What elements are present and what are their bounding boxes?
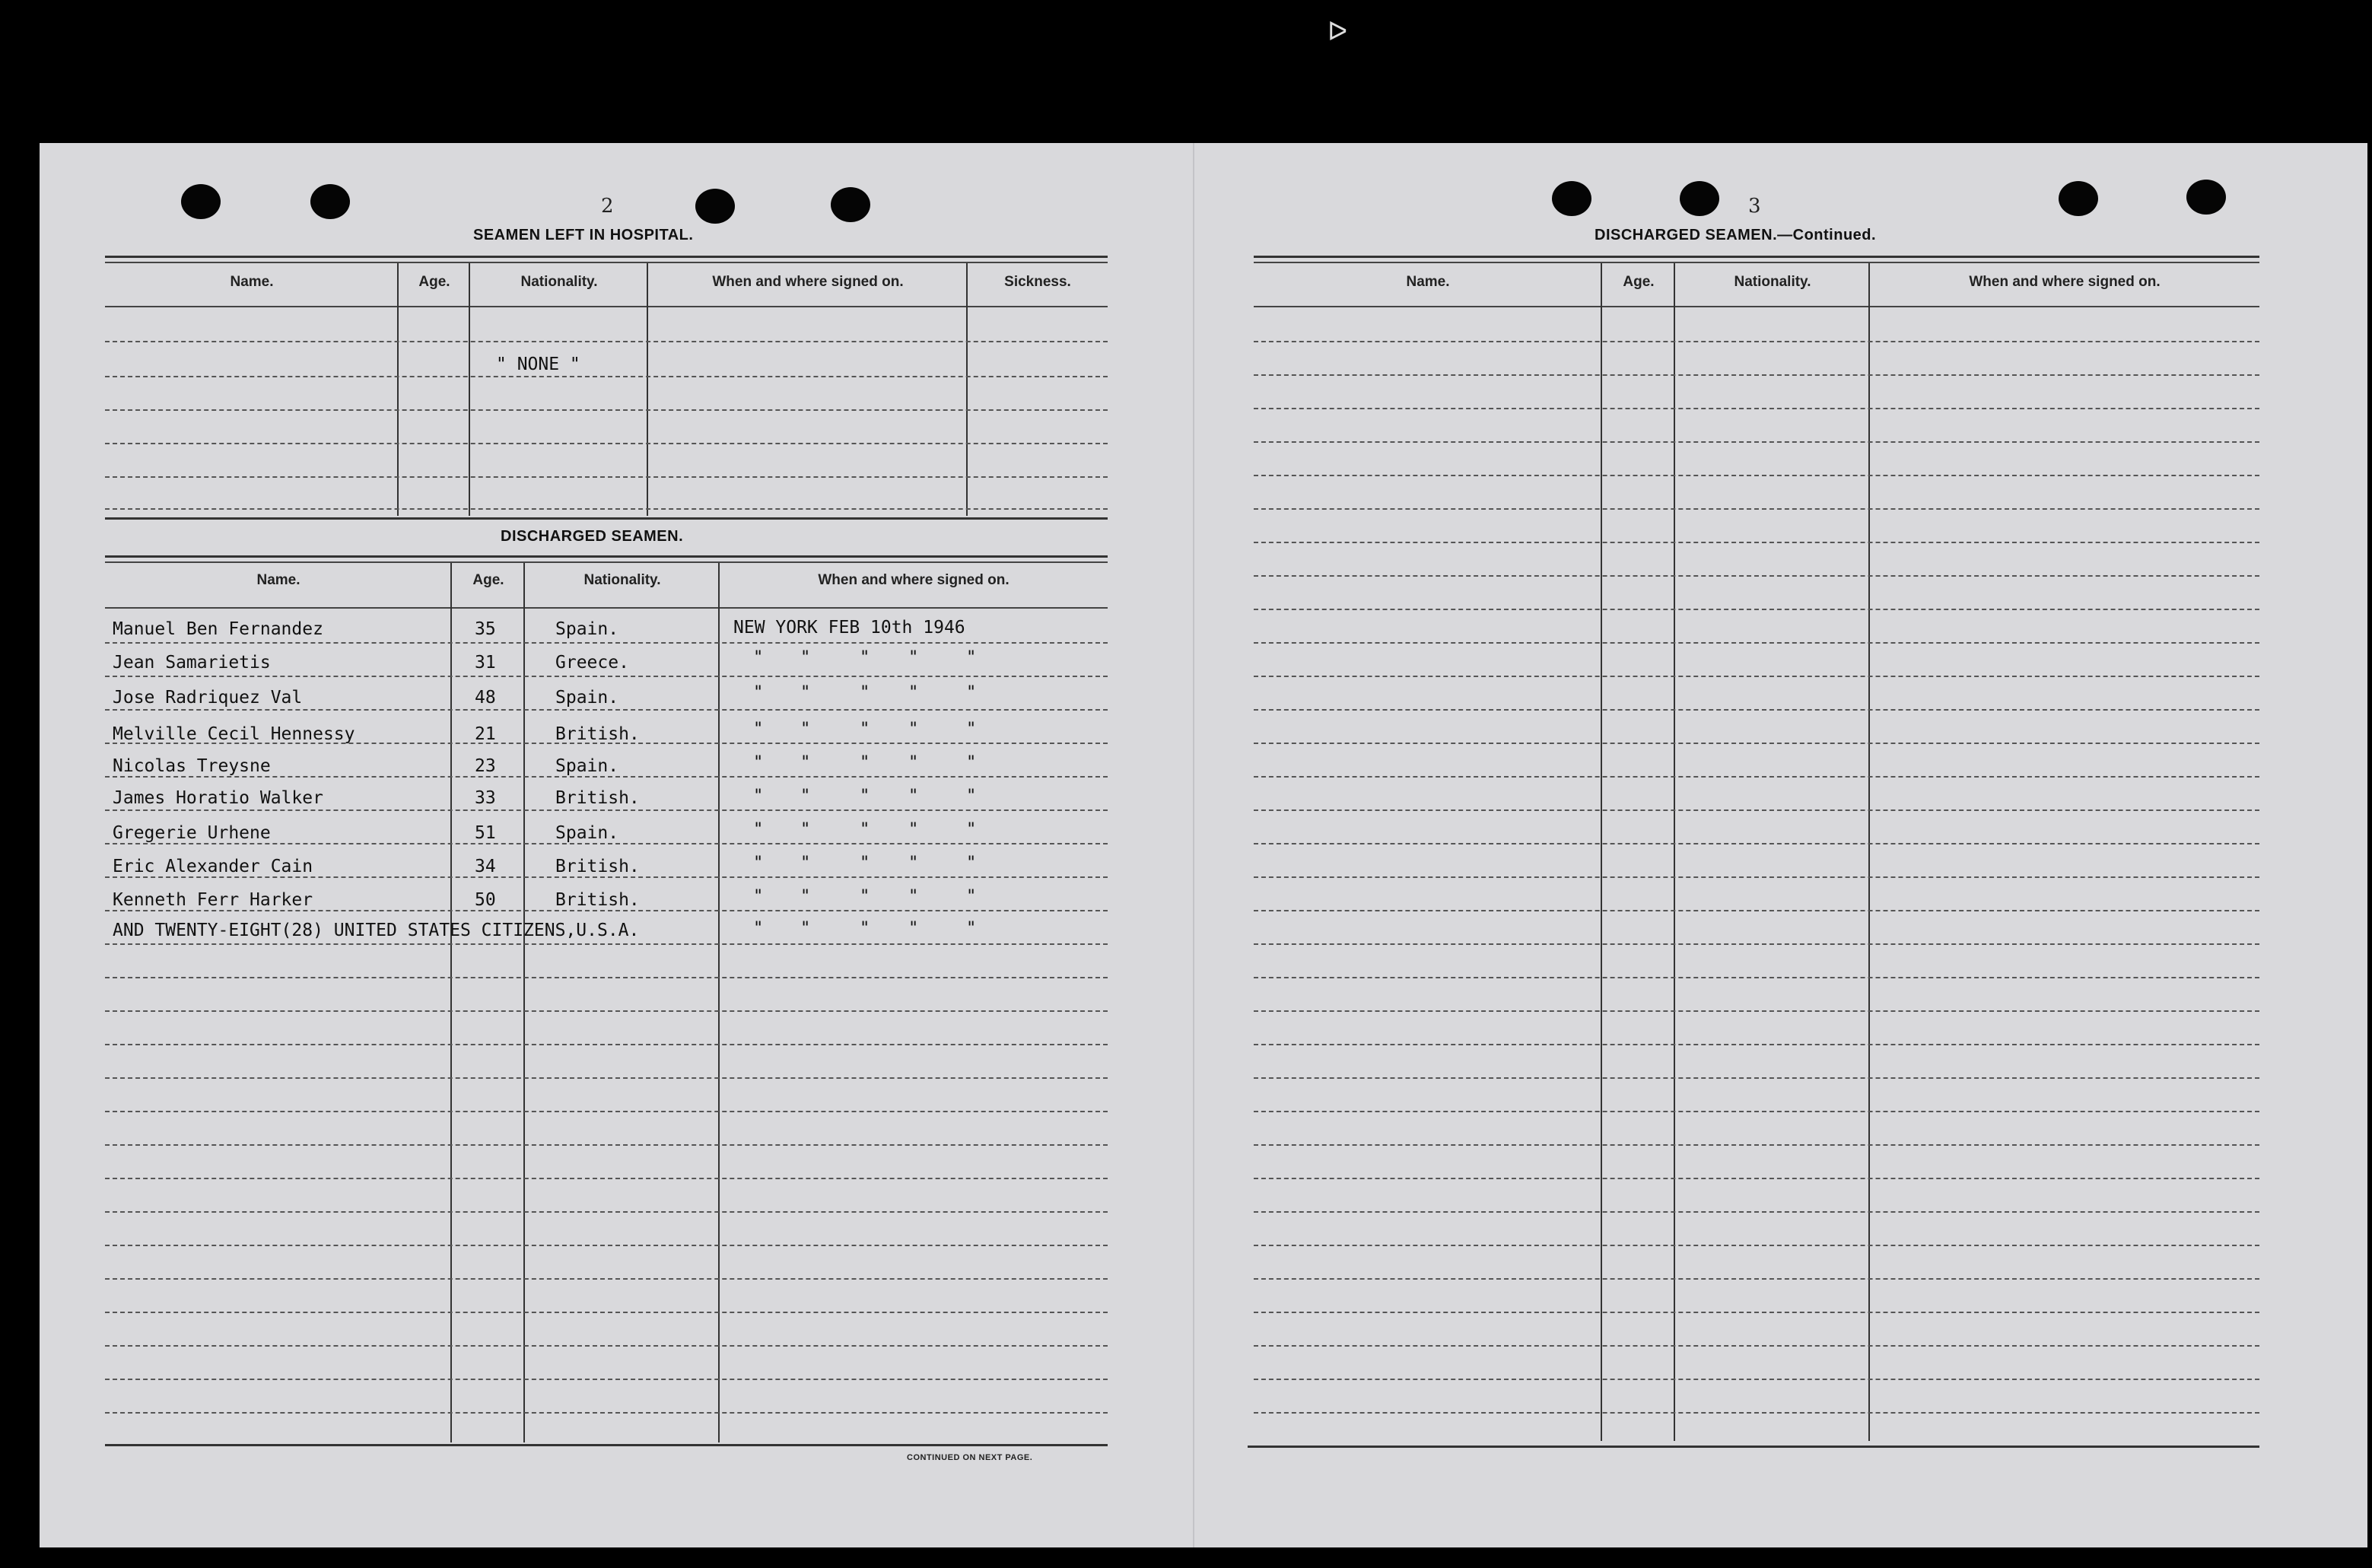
ditto-mark: " (860, 720, 870, 739)
row-line (1254, 1178, 2259, 1179)
seaman-nationality: British. (555, 724, 640, 744)
document-sheet (40, 143, 2367, 1547)
seaman-nationality: British. (555, 788, 640, 808)
discharged-col-divider (718, 563, 720, 1442)
ditto-mark: " (860, 887, 870, 906)
ditto-mark: " (908, 683, 919, 702)
row-line (105, 709, 1108, 711)
row-line (1254, 1379, 2259, 1380)
row-line (1254, 1345, 2259, 1347)
right-top-rule-2 (1254, 262, 2259, 263)
row-line (105, 1211, 1108, 1213)
row-line (1254, 743, 2259, 744)
seaman-age: 33 (475, 788, 496, 808)
right-col-divider (1601, 263, 1602, 1441)
ditto-mark: " (908, 887, 919, 906)
right-col-divider (1674, 263, 1675, 1441)
hospital-row-line (105, 508, 1108, 510)
discharged-col-divider (523, 563, 525, 1442)
seaman-name: Kenneth Ferr Harker (113, 890, 313, 910)
right-header-rule (1254, 306, 2259, 307)
ditto-mark: " (860, 919, 870, 938)
row-line (1254, 1312, 2259, 1313)
seaman-nationality: Spain. (555, 619, 619, 639)
row-line (1254, 475, 2259, 476)
hospital-bottom-rule (105, 517, 1108, 520)
row-line (105, 1144, 1108, 1146)
right-header-age: Age. (1623, 274, 1655, 290)
seaman-nationality: Spain. (555, 756, 619, 776)
punch-hole (2186, 180, 2226, 215)
punch-hole (1680, 181, 1719, 216)
row-line (105, 776, 1108, 778)
ditto-mark: " (966, 648, 977, 667)
ditto-mark: " (753, 887, 764, 906)
row-line (105, 676, 1108, 677)
row-line (1254, 943, 2259, 945)
ditto-mark: " (753, 820, 764, 839)
row-line (1254, 374, 2259, 376)
ditto-mark: " (966, 820, 977, 839)
ditto-mark: " (800, 720, 811, 739)
ditto-mark: " (753, 753, 764, 772)
ditto-mark: " (753, 919, 764, 938)
row-line (1254, 1077, 2259, 1079)
row-line (1254, 910, 2259, 911)
row-line (105, 1077, 1108, 1079)
right-bottom-rule (1248, 1446, 2259, 1448)
row-line (105, 910, 1108, 911)
seaman-age: 21 (475, 724, 496, 744)
discharged-header-age: Age. (472, 572, 504, 588)
ditto-mark: " (908, 720, 919, 739)
seaman-name: Manuel Ben Fernandez (113, 619, 323, 639)
discharged-top-rule (105, 555, 1108, 558)
row-line (105, 1178, 1108, 1179)
row-line (105, 1245, 1108, 1246)
row-line (1254, 843, 2259, 844)
us-citizens-line: AND TWENTY-EIGHT(28) UNITED STATES CITIZENS,U.S.A. (113, 921, 640, 940)
seaman-name: James Horatio Walker (113, 788, 323, 808)
hospital-none-entry: " NONE " (496, 355, 580, 374)
right-header-signed-on: When and where signed on. (1969, 274, 2161, 290)
hospital-col-divider (397, 263, 399, 516)
ditto-mark: " (800, 787, 811, 806)
ditto-mark: " (908, 787, 919, 806)
discharged-bottom-rule (105, 1444, 1108, 1446)
punch-hole (2059, 181, 2098, 216)
discharged-header-nationality: Nationality. (583, 572, 661, 588)
row-line (105, 977, 1108, 978)
ditto-mark: " (800, 919, 811, 938)
ditto-mark: " (860, 683, 870, 702)
ditto-mark: " (800, 820, 811, 839)
row-line (105, 943, 1108, 945)
row-line (105, 1312, 1108, 1313)
row-line (1254, 441, 2259, 443)
punch-hole (1552, 181, 1591, 216)
discharged-header-name: Name. (256, 572, 300, 588)
hospital-row-line (105, 376, 1108, 377)
right-col-divider (1868, 263, 1870, 1441)
row-line (105, 876, 1108, 878)
seaman-age: 35 (475, 619, 496, 639)
seaman-nationality: British. (555, 857, 640, 876)
ditto-mark: " (800, 683, 811, 702)
row-line (105, 1044, 1108, 1045)
hospital-top-rule (105, 256, 1108, 258)
ditto-mark: " (966, 720, 977, 739)
punch-hole (695, 189, 735, 224)
right-header-name: Name. (1406, 274, 1450, 290)
discharged-top-rule-2 (105, 561, 1108, 563)
ditto-mark: " (800, 854, 811, 873)
row-line (1254, 876, 2259, 878)
hospital-header-nationality: Nationality. (520, 274, 598, 290)
row-line (105, 1111, 1108, 1112)
page-fold (1193, 143, 1194, 1547)
seaman-nationality: Spain. (555, 823, 619, 843)
seaman-signed-on: NEW YORK FEB 10th 1946 (733, 618, 965, 638)
ditto-mark: " (908, 753, 919, 772)
row-line (1254, 1245, 2259, 1246)
right-top-rule (1254, 256, 2259, 258)
hospital-row-line (105, 443, 1108, 444)
seaman-nationality: Spain. (555, 688, 619, 708)
page-number-right: 3 (1748, 195, 1761, 218)
hospital-header-name: Name. (230, 274, 274, 290)
row-line (1254, 642, 2259, 644)
row-line (105, 1412, 1108, 1414)
hospital-header-signed-on: When and where signed on. (712, 274, 904, 290)
hospital-row-line (105, 476, 1108, 478)
hospital-row-line (105, 409, 1108, 411)
seaman-name: Jean Samarietis (113, 653, 271, 673)
discharged-title: DISCHARGED SEAMEN. (501, 528, 684, 545)
seaman-name: Melville Cecil Hennessy (113, 724, 355, 744)
ditto-mark: " (860, 648, 870, 667)
discharged-header-signed-on: When and where signed on. (818, 572, 1010, 588)
row-line (1254, 1211, 2259, 1213)
hospital-col-divider (647, 263, 648, 516)
ditto-mark: " (860, 787, 870, 806)
row-line (1254, 1111, 2259, 1112)
seaman-name: Eric Alexander Cain (113, 857, 313, 876)
discharged-header-rule (105, 607, 1108, 609)
punch-hole (181, 184, 221, 219)
seaman-name: Gregerie Urhene (113, 823, 271, 843)
seaman-name: Jose Radriquez Val (113, 688, 303, 708)
row-line (1254, 977, 2259, 978)
ditto-mark: " (800, 753, 811, 772)
row-line (1254, 575, 2259, 577)
row-line (1254, 1278, 2259, 1280)
hospital-header-sickness: Sickness. (1004, 274, 1071, 290)
ditto-mark: " (966, 887, 977, 906)
seaman-name: Nicolas Treysne (113, 756, 271, 776)
ditto-mark: " (860, 753, 870, 772)
row-line (1254, 1144, 2259, 1146)
ditto-mark: " (800, 648, 811, 667)
row-line (1254, 542, 2259, 543)
ditto-mark: " (966, 919, 977, 938)
ditto-mark: " (908, 648, 919, 667)
ditto-mark: " (908, 854, 919, 873)
ditto-mark: " (908, 919, 919, 938)
ditto-mark: " (753, 648, 764, 667)
row-line (1254, 709, 2259, 711)
seaman-age: 48 (475, 688, 496, 708)
row-line (1254, 1412, 2259, 1414)
ditto-mark: " (908, 820, 919, 839)
seaman-age: 31 (475, 653, 496, 673)
row-line (1254, 609, 2259, 610)
right-title: DISCHARGED SEAMEN.—Continued. (1595, 227, 1877, 243)
hospital-title: SEAMEN LEFT IN HOSPITAL. (473, 227, 694, 243)
ditto-mark: " (966, 854, 977, 873)
row-line (1254, 408, 2259, 409)
hospital-header-rule (105, 306, 1108, 307)
row-line (105, 1379, 1108, 1380)
seaman-age: 23 (475, 756, 496, 776)
ditto-mark: " (753, 683, 764, 702)
row-line (105, 642, 1108, 644)
hospital-row-line (105, 341, 1108, 342)
hospital-col-divider (966, 263, 968, 516)
ditto-mark: " (966, 683, 977, 702)
seaman-age: 50 (475, 890, 496, 910)
hospital-col-divider (469, 263, 470, 516)
ditto-mark: " (966, 753, 977, 772)
row-line (1254, 1010, 2259, 1012)
row-line (1254, 776, 2259, 778)
right-header-nationality: Nationality. (1734, 274, 1811, 290)
ditto-mark: " (753, 854, 764, 873)
page-number-left: 2 (601, 195, 614, 218)
scan-mark: ᐅ (1327, 17, 1348, 47)
ditto-mark: " (860, 820, 870, 839)
row-line (1254, 1044, 2259, 1045)
row-line (1254, 809, 2259, 811)
seaman-age: 34 (475, 857, 496, 876)
row-line (105, 1278, 1108, 1280)
seaman-nationality: British. (555, 890, 640, 910)
row-line (105, 809, 1108, 811)
row-line (105, 1345, 1108, 1347)
row-line (105, 843, 1108, 844)
ditto-mark: " (753, 720, 764, 739)
punch-hole (310, 184, 350, 219)
continued-footer: CONTINUED ON NEXT PAGE. (907, 1453, 1033, 1462)
discharged-col-divider (450, 563, 452, 1442)
ditto-mark: " (966, 787, 977, 806)
ditto-mark: " (800, 887, 811, 906)
row-line (1254, 676, 2259, 677)
row-line (105, 1010, 1108, 1012)
punch-hole (831, 187, 870, 222)
row-line (1254, 508, 2259, 510)
ditto-mark: " (753, 787, 764, 806)
hospital-top-rule-2 (105, 262, 1108, 263)
ditto-mark: " (860, 854, 870, 873)
hospital-header-age: Age. (418, 274, 450, 290)
seaman-age: 51 (475, 823, 496, 843)
seaman-nationality: Greece. (555, 653, 629, 673)
row-line (1254, 341, 2259, 342)
